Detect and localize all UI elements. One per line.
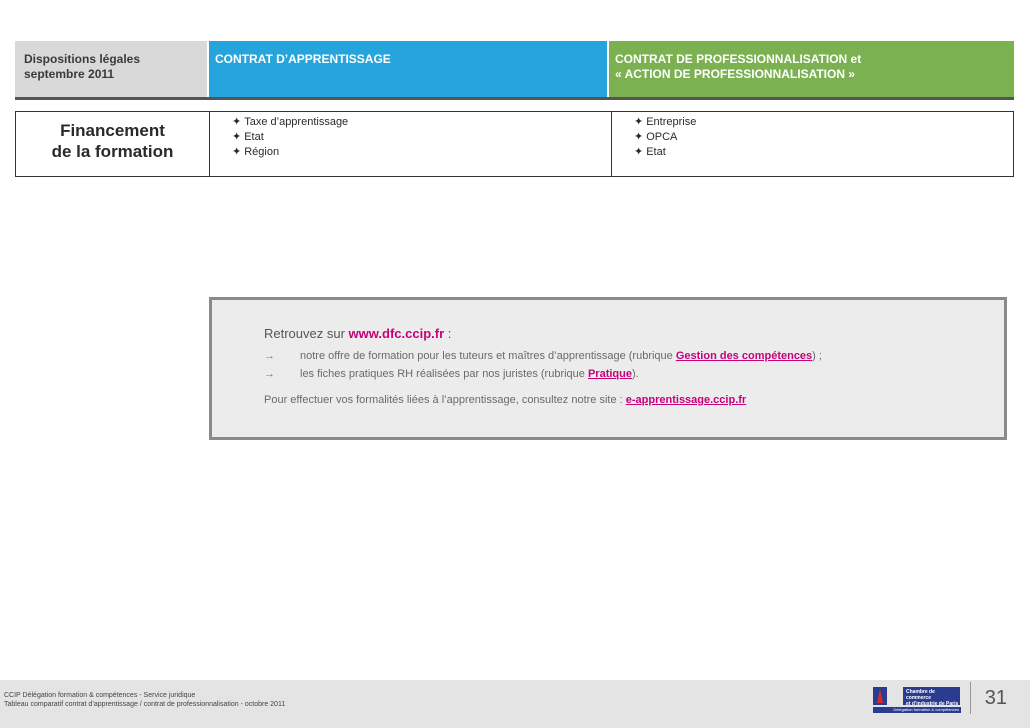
list-item: ✦ Taxe d’apprentissage xyxy=(232,116,349,128)
gestion-competences-link[interactable]: Gestion des compétences xyxy=(675,350,813,362)
info-footer: Pour effectuer vos formalités liées à l’apprentissage, consultez notre site : e-apprentissage.ccip.fr xyxy=(264,394,747,406)
row-label-line2: de la formation xyxy=(51,142,174,161)
star-bullet-icon: ✦ xyxy=(634,146,644,158)
dfc-site-link[interactable]: www.dfc.ccip.fr xyxy=(348,326,445,341)
star-bullet-icon: ✦ xyxy=(232,146,242,158)
list-item: ✦ Entreprise xyxy=(634,116,697,128)
pratique-link[interactable]: Pratique xyxy=(587,368,632,380)
row-label xyxy=(16,112,210,176)
footer-text: CCIP Délégation formation & compétences - Service juridique Tableau comparatif contrat d’apprentissage / contrat de professionnalisation - octobre 2011 xyxy=(4,692,286,708)
e-apprentissage-link[interactable]: e-apprentissage.ccip.fr xyxy=(625,394,747,406)
arrow-right-icon: → xyxy=(264,368,275,380)
financement-row xyxy=(15,111,1014,177)
header-apprentissage: CONTRAT D’APPRENTISSAGE xyxy=(209,41,609,97)
arrow-right-icon: → xyxy=(264,350,275,362)
apprentissage-funding-list xyxy=(210,112,612,176)
header-professionnalisation xyxy=(609,41,1014,97)
list-item: ✦ Etat xyxy=(634,146,666,158)
star-bullet-icon: ✦ xyxy=(634,116,644,128)
info-title: Retrouvez sur www.dfc.ccip.fr : xyxy=(264,326,452,341)
header-legal-line1: Dispositions légales xyxy=(24,52,141,66)
star-bullet-icon: ✦ xyxy=(232,116,242,128)
comparison-table xyxy=(15,41,1014,177)
table-header xyxy=(15,41,1014,97)
star-bullet-icon: ✦ xyxy=(634,131,644,143)
list-item: ✦ Région xyxy=(232,146,280,158)
page-number: 31 xyxy=(970,682,1007,714)
header-legal-line2: septembre 2011 xyxy=(24,67,115,81)
info-line-offre: → notre offre de formation pour les tuteurs et maîtres d’apprentissage (rubrique Gestion des compétences) ; xyxy=(264,350,822,362)
list-item: ✦ Etat xyxy=(232,131,264,143)
header-pro-line1: CONTRAT DE PROFESSIONNALISATION et xyxy=(615,52,862,66)
page-footer xyxy=(0,680,1030,728)
row-label-line1: Financement xyxy=(60,121,165,140)
header-legal xyxy=(15,41,209,97)
ccip-logo: Chambre de commerce et d’industrie de Paris Délégation formation & compétences xyxy=(873,687,963,713)
header-pro-line2: « ACTION DE PROFESSIONNALISATION » xyxy=(615,67,856,81)
eiffel-tower-icon xyxy=(873,687,887,705)
star-bullet-icon: ✦ xyxy=(232,131,242,143)
info-line-fiches: → les fiches pratiques RH réalisées par nos juristes (rubrique Pratique). xyxy=(264,368,639,380)
info-box xyxy=(209,297,1007,440)
list-item: ✦ OPCA xyxy=(634,131,678,143)
pro-funding-list xyxy=(612,112,1013,176)
